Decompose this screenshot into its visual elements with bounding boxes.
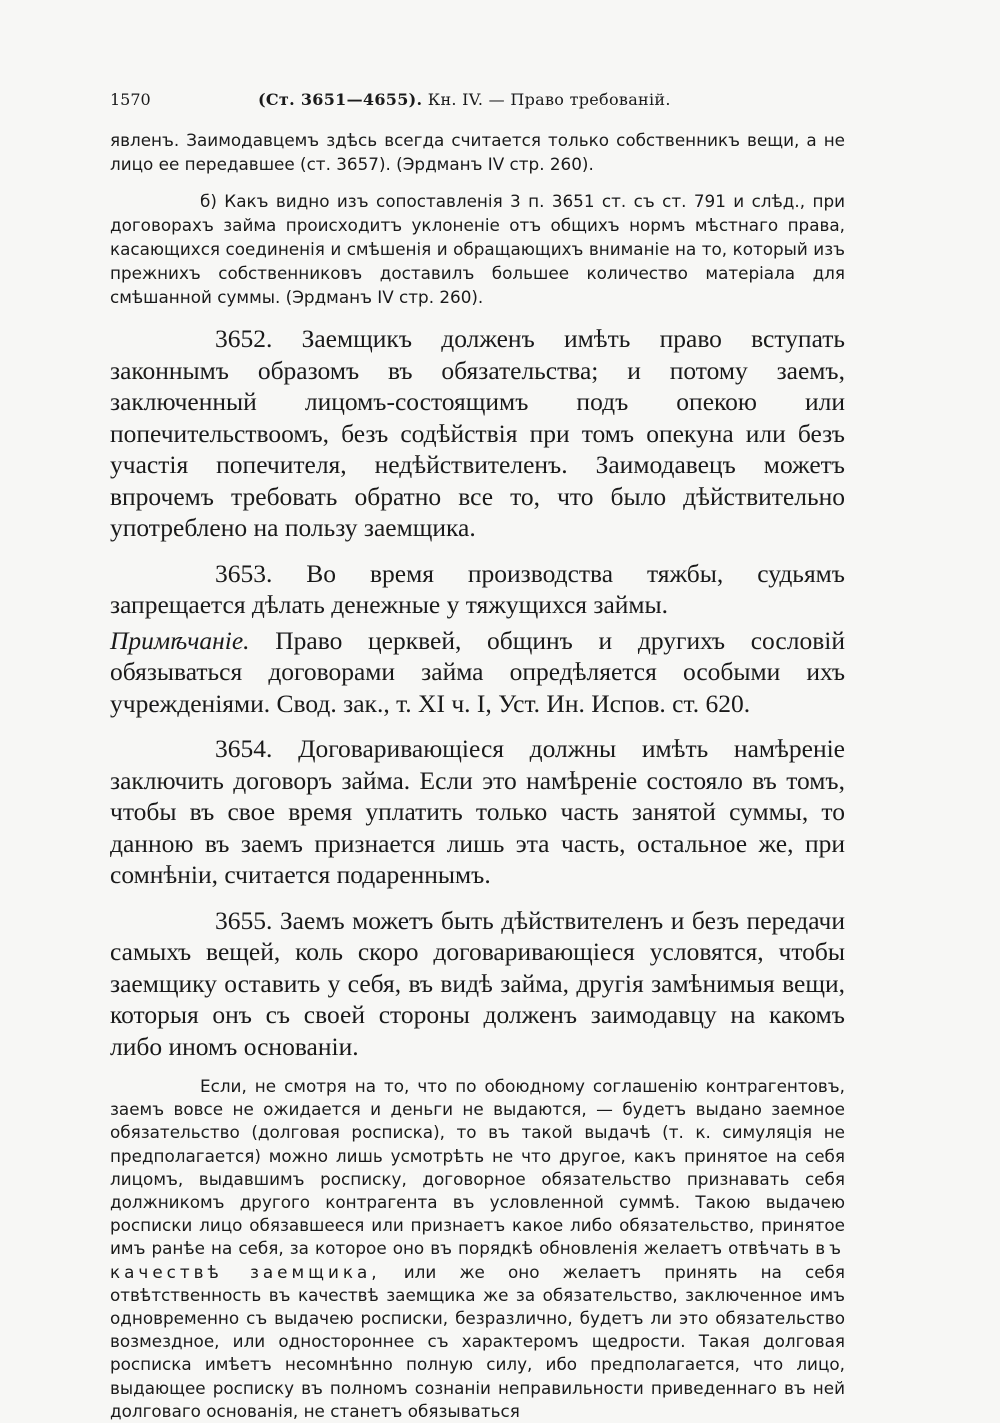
article-number: 3655. bbox=[215, 905, 273, 935]
intro-paragraph-b: б) Какъ видно изъ сопоставленія 3 п. 3651 ст. съ ст. 791 и слѣд., при договорахъ займа происходитъ уклоненіе отъ общихъ нормъ мѣстнаго права, касающихся соединенія и смѣшенія и обращающихъ вниманіе на то, который изъ прежнихъ собственниковъ доставилъ большее количество матеріала для смѣшанной суммы. (Эрдманъ IV стр. 260). bbox=[110, 191, 845, 307]
page-header bbox=[110, 90, 845, 116]
commentary-paragraph bbox=[110, 1075, 845, 1423]
article-3653 bbox=[110, 558, 845, 621]
article-text: Договаривающіеся должны имѣть намѣреніе заключить договоръ займа. Если это намѣреніе состояло въ томъ, чтобы въ свое время уплатить только часть занятой суммы, то данною въ заемъ признается лишь эта часть, остальное же, при сомнѣніи, считается подареннымъ. bbox=[110, 734, 845, 889]
article-3655 bbox=[110, 905, 845, 1063]
article-note bbox=[110, 625, 845, 720]
article-number: 3653. bbox=[215, 558, 273, 588]
article-range: (Ст. 3651—4655). bbox=[258, 90, 423, 109]
article-number: 3654. bbox=[215, 734, 273, 763]
running-title bbox=[258, 90, 671, 109]
article-3654 bbox=[110, 733, 845, 891]
book-section: Кн. IV. — Право требованій. bbox=[427, 90, 671, 109]
article-text: Заемщикъ долженъ имѣть право вступать законнымъ образомъ въ обязательства; и потому заемъ, заключенный лицомъ-состоящимъ подъ опекою или попечительствоомъ, безъ содѣйствія при томъ опекуна или безъ участія попечителя, недѣйствителенъ. Заимодавецъ можетъ впрочемъ требовать обратно все то, что было дѣйствительно употреблено на пользу заемщика. bbox=[110, 324, 845, 542]
commentary-emphasis: въ качествѣ заемщика, bbox=[110, 1238, 846, 1282]
article-text: Заемъ можетъ быть дѣйствителенъ и безъ передачи самыхъ вещей, коль скоро договаривающіеся условятся, чтобы заемщику оставить у себя, въ видѣ займа, другія замѣнимыя вещи, которыя онъ съ своей стороны долженъ заимодавцу на какомъ либо иномъ основаніи. bbox=[110, 905, 845, 1061]
article-number: 3652. bbox=[215, 324, 273, 353]
note-label: Примѣчаніе. bbox=[110, 625, 250, 655]
commentary-part-1: Если, не смотря на то, что по обоюдному соглашенію контрагентовъ, заемъ вовсе не ожидается и деньги не выдаются, — будетъ выдано заемное обязательство (долговая росписка), то въ такой выдачѣ (т. к. симуляція не предполагается) можно лишь усмотрѣть не что другое, какъ принятое на себя лицомъ, выдавшимъ росписку, договорное обязательство признавать себя должникомъ другого контрагента въ условленной суммѣ. Такою выдачею росписки лицо обязавшееся или признаетъ какое либо обязательство, принятое имъ ранѣе на себя, за которое оно въ порядкѣ обновленія желаетъ отвѣчать bbox=[110, 1076, 845, 1259]
intro-continuation: явленъ. Заимодавцемъ здѣсь всегда считается только собственникъ вещи, а не лицо ее передавшее (ст. 3657). (Эрдманъ IV стр. 260). bbox=[110, 130, 845, 174]
article-text: Во время производства тяжбы, судьямъ запрещается дѣлать денежные у тяжущихся займы. bbox=[110, 558, 845, 619]
note-text: Право церквей, общинъ и другихъ сословій обязываться договорами займа опредѣляется особыми ихъ учрежденіями. Свод. зак., т. XI ч. I, Уст. Ин. Испов. ст. 620. bbox=[110, 625, 846, 718]
article-3652 bbox=[110, 323, 845, 544]
book-page bbox=[110, 90, 845, 1423]
commentary-part-2: или же оно желаетъ принять на себя отвѣтственность въ качествѣ заемщика же за обязательство, заключенное имъ одновременно съ выдачею росписки, безразлично, будетъ ли это обязательство возмездное, или одностороннее съ характеромъ щедрости. Такая долговая росписка имѣетъ несомнѣнно полную силу, ибо предполагается, что лицо, выдающее росписку въ полномъ сознаніи неправильности приведеннаго въ ней долговаго основанія, не станетъ обязываться bbox=[110, 1261, 845, 1421]
page-number: 1570 bbox=[110, 90, 151, 109]
